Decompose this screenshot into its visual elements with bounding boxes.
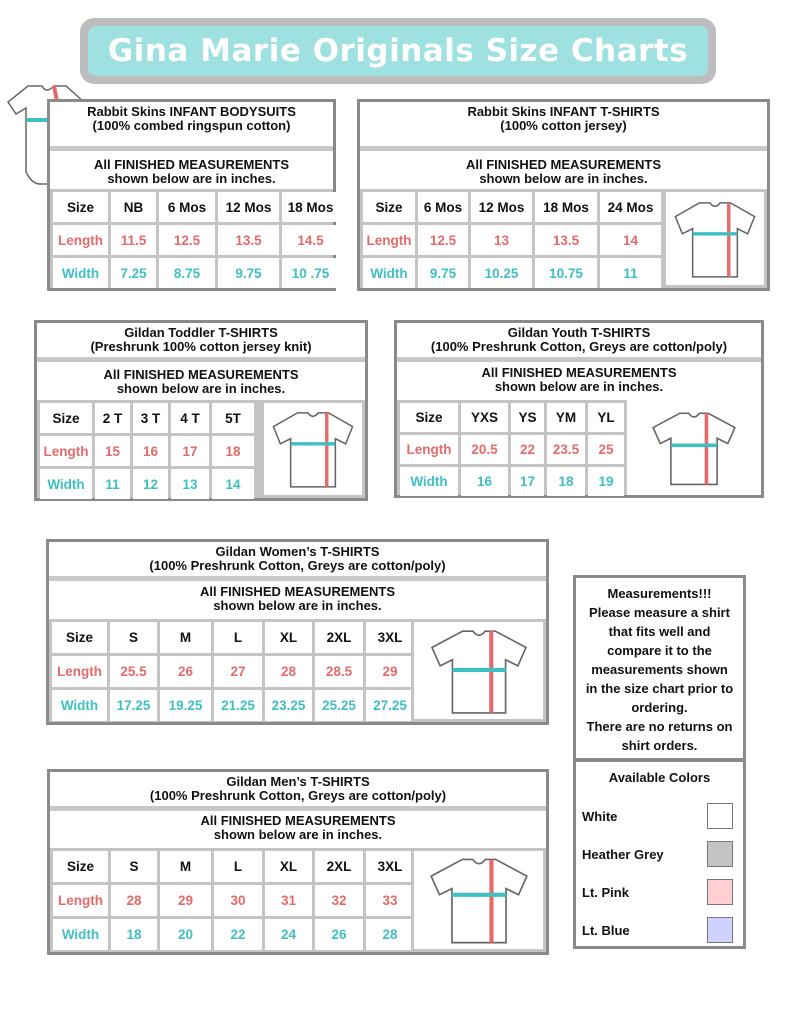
chart-toddler-tshirts — [34, 320, 368, 501]
note-line: that fits well and — [608, 624, 711, 639]
length-value: 17 — [171, 436, 209, 466]
measurements-note — [573, 575, 746, 761]
chart-infant-bodysuits — [47, 99, 336, 291]
row-label-size: Size — [53, 851, 108, 882]
width-value: 11 — [600, 258, 661, 288]
row-label-width: Width — [53, 919, 108, 950]
note-line: shirt orders. — [621, 738, 698, 753]
width-value: 18 — [111, 919, 157, 950]
size-table — [50, 189, 333, 288]
size-header: YL — [588, 403, 624, 432]
note-line: in the size chart prior to — [585, 681, 734, 696]
chart-subtitle: (100% cotton jersey) — [500, 118, 627, 133]
size-header: NB — [111, 192, 156, 222]
size-header: 12 Mos — [471, 192, 532, 222]
chart-title: Rabbit Skins INFANT BODYSUITS — [87, 104, 296, 119]
row-label-size: Size — [400, 403, 458, 432]
length-value: 14.5 — [282, 225, 339, 255]
length-value: 27 — [214, 656, 262, 687]
color-name: White — [582, 808, 618, 824]
chart-subtitle: (Preshrunk 100% cotton jersey knit) — [90, 339, 312, 354]
width-value: 17 — [511, 467, 544, 496]
length-value: 29 — [366, 656, 414, 687]
length-value: 12.5 — [159, 225, 215, 255]
length-value: 25.5 — [110, 656, 157, 687]
available-colors — [573, 759, 746, 949]
note-line: Measurements!!! — [607, 586, 712, 601]
width-value: 24 — [265, 919, 312, 950]
size-header: 2 T — [95, 403, 130, 433]
width-value: 18 — [547, 467, 585, 496]
tshirt-icon — [646, 408, 742, 488]
tshirt-icon — [672, 195, 758, 283]
tshirt-image-cell — [627, 400, 761, 495]
length-value: 28 — [111, 885, 157, 916]
color-name: Lt. Blue — [582, 922, 630, 938]
size-table — [49, 619, 414, 722]
measurements-line-1: All FINISHED MEASUREMENTS — [199, 584, 395, 599]
page-title: Gina Marie Originals Size Charts — [107, 33, 689, 69]
width-value: 23.25 — [265, 690, 312, 721]
tshirt-image-cell — [411, 848, 546, 952]
size-table — [37, 400, 264, 498]
chart-subtitle: (100% Preshrunk Cotton, Greys are cotton/poly) — [430, 339, 728, 354]
measurements-line-2: shown below are in inches. — [479, 171, 648, 186]
chart-title: Gildan Youth T-SHIRTS — [507, 325, 651, 340]
length-value: 16 — [133, 436, 168, 466]
row-label-width: Width — [363, 258, 415, 288]
tshirt-image-cell — [411, 619, 546, 722]
size-header: 4 T — [171, 403, 209, 433]
color-swatch — [707, 879, 733, 905]
row-label-width: Width — [52, 690, 107, 721]
row-label-length: Length — [52, 656, 107, 687]
length-value: 23.5 — [547, 435, 585, 464]
row-label-size: Size — [52, 622, 107, 653]
width-value: 10.25 — [471, 258, 532, 288]
size-header: 2XL — [315, 622, 363, 653]
width-value: 10 .75 — [282, 258, 339, 288]
length-value: 13.5 — [218, 225, 279, 255]
size-header: L — [214, 851, 262, 882]
row-label-length: Length — [363, 225, 415, 255]
size-header: XL — [265, 851, 312, 882]
size-header: XL — [265, 622, 312, 653]
width-value: 14 — [212, 469, 254, 499]
color-name: Heather Grey — [582, 846, 664, 862]
width-value: 22 — [214, 919, 262, 950]
row-label-width: Width — [53, 258, 108, 288]
width-value: 19.25 — [160, 690, 211, 721]
length-value: 28 — [265, 656, 312, 687]
row-label-length: Length — [40, 436, 92, 466]
chart-mens-tshirts — [47, 769, 549, 955]
measurements-line-1: All FINISHED MEASUREMENTS — [103, 367, 299, 382]
length-value: 11.5 — [111, 225, 156, 255]
chart-title: Gildan Men’s T-SHIRTS — [226, 774, 370, 789]
length-value: 15 — [95, 436, 130, 466]
width-value: 9.75 — [218, 258, 279, 288]
width-value: 17.25 — [110, 690, 157, 721]
color-option-heather-grey — [582, 840, 733, 868]
length-value: 28.5 — [315, 656, 363, 687]
tshirt-icon — [270, 406, 356, 492]
width-value: 26 — [315, 919, 363, 950]
width-value: 12 — [133, 469, 168, 499]
size-header: 12 Mos — [218, 192, 279, 222]
width-value: 27.25 — [366, 690, 414, 721]
length-value: 30 — [214, 885, 262, 916]
length-value: 26 — [160, 656, 211, 687]
length-value: 12.5 — [418, 225, 468, 255]
width-value: 21.25 — [214, 690, 262, 721]
length-value: 22 — [511, 435, 544, 464]
measurements-line-2: shown below are in inches. — [107, 171, 276, 186]
size-header: M — [160, 622, 211, 653]
color-option-lt-blue — [582, 916, 733, 944]
size-header: S — [110, 622, 157, 653]
tshirt-image-cell — [663, 189, 767, 288]
width-value: 9.75 — [418, 258, 468, 288]
size-header: 5T — [212, 403, 254, 433]
measurements-line-2: shown below are in inches. — [116, 381, 286, 396]
size-header: S — [111, 851, 157, 882]
size-header: YS — [511, 403, 544, 432]
color-swatch — [707, 803, 733, 829]
size-header: 2XL — [315, 851, 363, 882]
measurements-line-2: shown below are in inches. — [494, 379, 664, 394]
size-header: 3XL — [366, 622, 414, 653]
row-label-length: Length — [400, 435, 458, 464]
length-value: 20.5 — [461, 435, 508, 464]
chart-title: Rabbit Skins INFANT T-SHIRTS — [467, 104, 660, 119]
width-value: 25.25 — [315, 690, 363, 721]
chart-subtitle: (100% Preshrunk Cotton, Greys are cotton/poly) — [149, 788, 447, 803]
row-label-size: Size — [363, 192, 415, 222]
title-banner-inner — [88, 26, 708, 76]
size-table — [397, 400, 630, 495]
chart-womens-tshirts — [46, 539, 549, 725]
size-header: M — [160, 851, 211, 882]
note-line: compare it to the — [607, 643, 712, 658]
size-header: 3XL — [366, 851, 414, 882]
note-line: There are no returns on — [586, 719, 733, 734]
measurements-line-2: shown below are in inches. — [213, 598, 382, 613]
color-swatch — [707, 841, 733, 867]
note-line: Please measure a shirt — [589, 605, 730, 620]
chart-title: Gildan Toddler T-SHIRTS — [124, 325, 278, 340]
size-header: L — [214, 622, 262, 653]
width-value: 8.75 — [159, 258, 215, 288]
width-value: 16 — [461, 467, 508, 496]
length-value: 14 — [600, 225, 661, 255]
title-banner — [80, 18, 716, 84]
size-header: 6 Mos — [159, 192, 215, 222]
chart-subtitle: (100% combed ringspun cotton) — [92, 118, 291, 133]
color-swatch — [707, 917, 733, 943]
size-table — [360, 189, 666, 288]
measurements-line-1: All FINISHED MEASUREMENTS — [481, 365, 677, 380]
row-label-length: Length — [53, 885, 108, 916]
length-value: 13 — [471, 225, 532, 255]
size-header: YM — [547, 403, 585, 432]
size-header: 3 T — [133, 403, 168, 433]
tshirt-icon — [427, 625, 531, 717]
width-value: 19 — [588, 467, 624, 496]
note-line: measurements shown — [591, 662, 728, 677]
width-value: 7.25 — [111, 258, 156, 288]
length-value: 13.5 — [535, 225, 597, 255]
size-table — [50, 848, 414, 952]
available-colors-title: Available Colors — [608, 770, 711, 785]
tshirt-image-cell — [261, 400, 365, 498]
row-label-width: Width — [40, 469, 92, 499]
length-value: 32 — [315, 885, 363, 916]
measurements-line-1: All FINISHED MEASUREMENTS — [200, 813, 396, 828]
length-value: 33 — [366, 885, 414, 916]
color-option-lt-pink — [582, 878, 733, 906]
size-header: 18 Mos — [535, 192, 597, 222]
color-option-white — [582, 802, 733, 830]
measurements-line-2: shown below are in inches. — [213, 827, 383, 842]
row-label-size: Size — [40, 403, 92, 433]
length-value: 25 — [588, 435, 624, 464]
row-label-width: Width — [400, 467, 458, 496]
tshirt-icon — [427, 853, 531, 947]
measurements-line-1: All FINISHED MEASUREMENTS — [465, 157, 661, 172]
size-header: 24 Mos — [600, 192, 661, 222]
chart-youth-tshirts — [394, 320, 764, 498]
width-value: 28 — [366, 919, 414, 950]
size-header: YXS — [461, 403, 508, 432]
length-value: 18 — [212, 436, 254, 466]
width-value: 20 — [160, 919, 211, 950]
chart-title: Gildan Women’s T-SHIRTS — [215, 544, 380, 559]
row-label-length: Length — [53, 225, 108, 255]
size-header: 6 Mos — [418, 192, 468, 222]
row-label-size: Size — [53, 192, 108, 222]
width-value: 11 — [95, 469, 130, 499]
color-name: Lt. Pink — [582, 884, 629, 900]
width-value: 10.75 — [535, 258, 597, 288]
note-line: ordering. — [631, 700, 688, 715]
size-header: 18 Mos — [282, 192, 339, 222]
length-value: 31 — [265, 885, 312, 916]
chart-infant-tshirts — [357, 99, 770, 291]
length-value: 29 — [160, 885, 211, 916]
chart-subtitle: (100% Preshrunk Cotton, Greys are cotton/poly) — [149, 558, 446, 573]
width-value: 13 — [171, 469, 209, 499]
measurements-line-1: All FINISHED MEASUREMENTS — [93, 157, 289, 172]
